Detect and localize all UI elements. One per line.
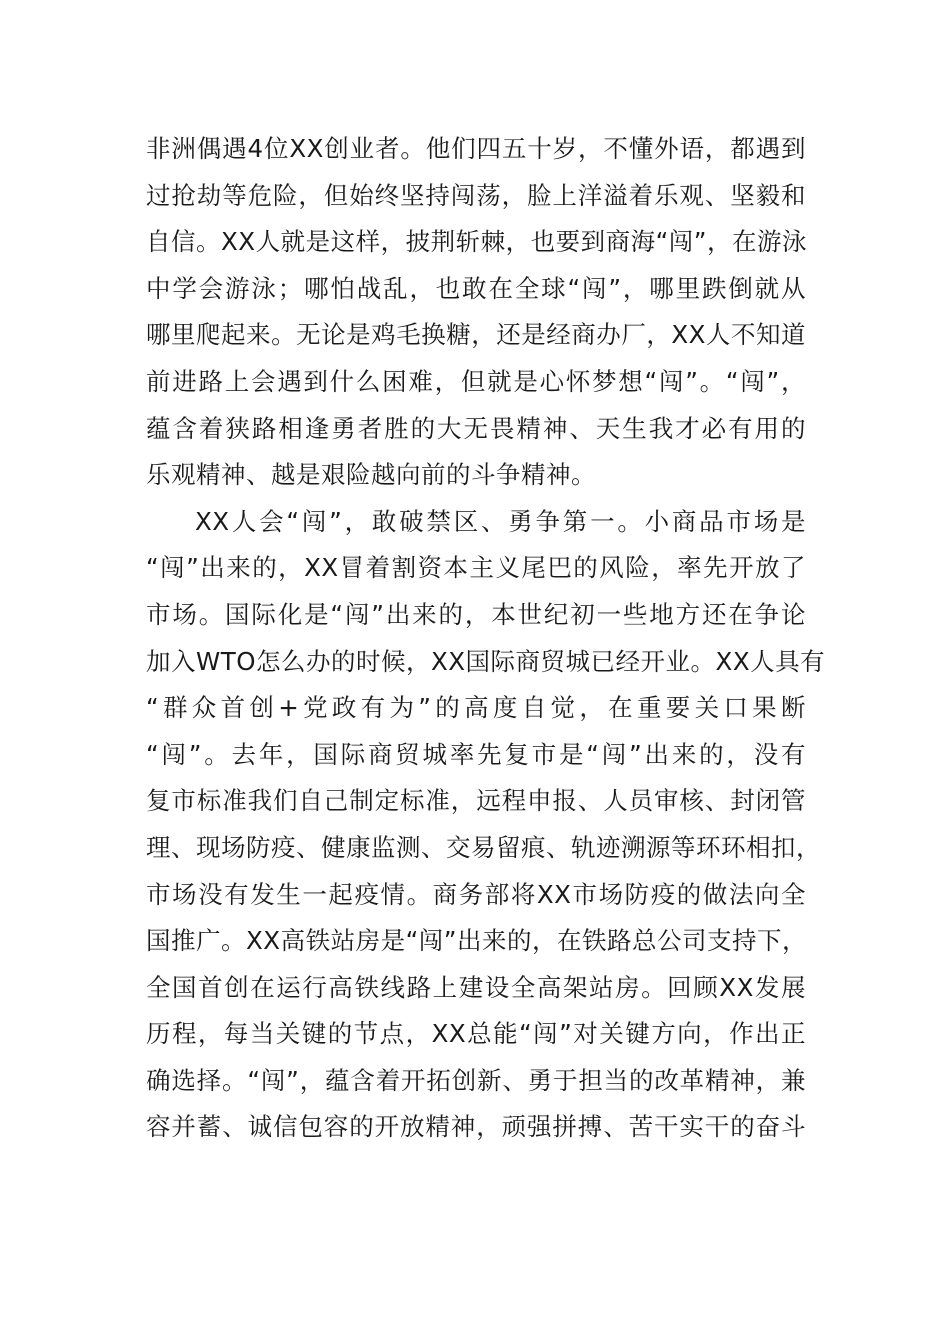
text-line: 非洲偶遇4位XX创业者。他们四五十岁，不懂外语，都遇到 [146, 134, 806, 163]
text-line: 国推广。XX高铁站房是“闯”出来的，在铁路总公司支持下， [146, 926, 807, 956]
text-line: 确选择。“闯”，蕴含着开拓创新、勇于担当的改革精神，兼 [146, 1065, 806, 1095]
document-body [146, 126, 826, 1151]
text-line: 加入WTO怎么办的时候，XX国际商贸城已经开业。XX人具有 [146, 646, 826, 676]
text-line: 容并蓄、诚信包容的开放精神，顽强拼搏、苦干实干的奋斗 [146, 1112, 806, 1142]
text-line: 中学会游泳；哪怕战乱，也敢在全球“闯”，哪里跌倒就从 [146, 273, 806, 303]
text-line: 蕴含着狭路相逢勇者胜的大无畏精神、天生我才必有用的 [146, 413, 806, 443]
paragraph-2 [146, 499, 826, 1151]
text-line: “闯”。去年，国际商贸城率先复市是“闯”出来的，没有 [146, 739, 806, 769]
text-line: 历程，每当关键的节点，XX总能“闯”对关键方向，作出正 [146, 1019, 806, 1049]
paragraph-1 [146, 126, 806, 499]
text-line: 市场没有发生一起疫情。商务部将XX市场防疫的做法向全 [146, 879, 806, 909]
text-line: 自信。XX人就是这样，披荆斩棘，也要到商海“闯”，在游泳 [146, 227, 807, 257]
text-line: 复市标准我们自己制定标准，远程申报、人员审核、封闭管 [146, 786, 806, 816]
text-line: 理、现场防疫、健康监测、交易留痕、轨迹溯源等环环相扣， [146, 832, 821, 862]
text-line: 全国首创在运行高铁线路上建设全高架站房。回顾XX发展 [146, 972, 806, 1002]
text-line: “群众首创+党政有为”的高度自觉，在重要关口果断 [146, 693, 806, 723]
text-line: “闯”出来的，XX冒着割资本主义尾巴的风险，率先开放了 [146, 553, 806, 583]
text-line: 前进路上会遇到什么困难，但就是心怀梦想“闯”。“闯”， [146, 366, 806, 396]
text-line: 市场。国际化是“闯”出来的，本世纪初一些地方还在争论 [146, 599, 806, 629]
text-line: 乐观精神、越是艰险越向前的斗争精神。 [146, 460, 596, 490]
text-line: 哪里爬起来。无论是鸡毛换糖，还是经商办厂，XX人不知道 [146, 320, 806, 350]
text-line: XX人会“闯”，敢破禁区、勇争第一。小商品市场是 [195, 506, 806, 536]
text-line: 过抢劫等危险，但始终坚持闯荡，脸上洋溢着乐观、坚毅和 [146, 180, 806, 210]
